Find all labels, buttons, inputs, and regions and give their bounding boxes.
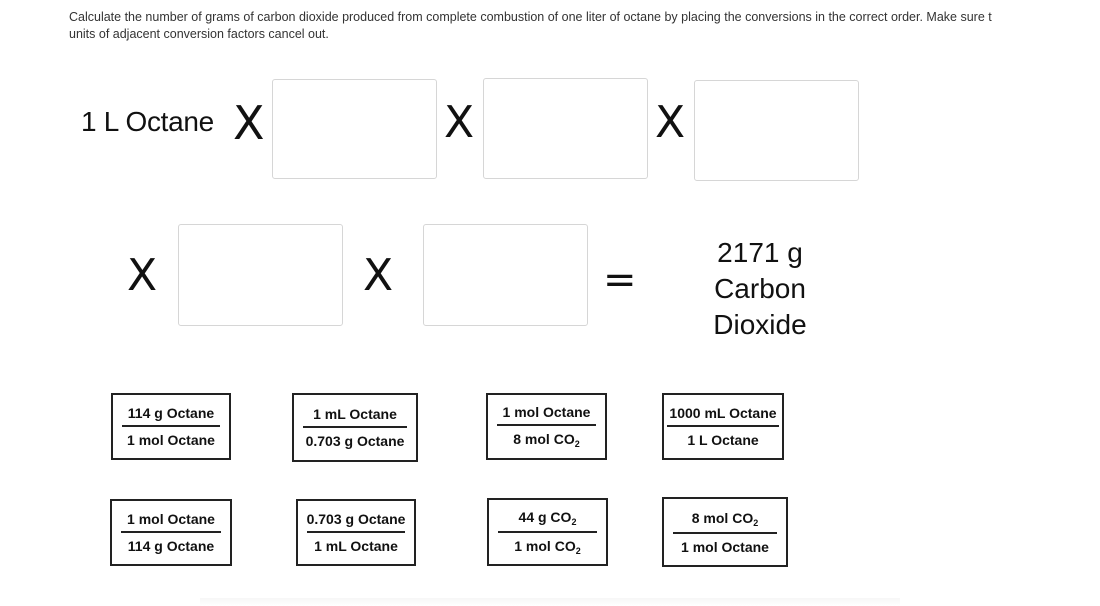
result-line-3: Dioxide [713, 309, 807, 340]
card-denominator: 0.703 g Octane [305, 433, 405, 449]
drop-zone-4[interactable] [178, 224, 343, 326]
fraction-bar [307, 531, 405, 533]
drop-zone-5[interactable] [423, 224, 588, 326]
drop-zone-1[interactable] [272, 79, 437, 179]
card-numerator: 1 mL Octane [313, 406, 397, 422]
fraction-bar [667, 425, 779, 427]
fraction-bar [122, 425, 220, 427]
subscript: 2 [571, 516, 577, 527]
result-line-2: Carbon [714, 273, 806, 304]
drop-zone-3[interactable] [694, 80, 859, 181]
start-quantity-label: 1 L Octane [81, 106, 214, 137]
conversion-card-ml-per-g[interactable] [292, 393, 418, 462]
card-denominator: 114 g Octane [127, 538, 215, 554]
footer-divider [200, 598, 900, 606]
subscript: 2 [575, 545, 581, 556]
subscript: 2 [753, 517, 759, 528]
conversion-card-114g-per-mol[interactable] [111, 393, 231, 460]
card-numerator: 8 mol CO [691, 509, 754, 526]
subscript: 2 [574, 439, 580, 449]
conversion-card-g-per-ml[interactable] [296, 499, 416, 566]
multiply-sign-1: X [233, 96, 265, 150]
conversion-card-44g-co2-per-mol[interactable] [487, 498, 608, 566]
card-denominator: 8 mol CO [513, 431, 575, 447]
card-denominator: 1 mol CO [514, 537, 576, 554]
multiply-sign-5: X [363, 250, 394, 301]
card-numerator: 1000 mL Octane [669, 405, 777, 421]
card-numerator: 44 g CO [518, 508, 572, 525]
card-numerator: 1 mol Octane [502, 404, 591, 420]
card-numerator: 114 g Octane [127, 405, 215, 421]
instructions-text [69, 9, 1100, 42]
fraction-bar [673, 532, 777, 534]
drop-zone-2[interactable] [483, 78, 648, 179]
fraction-bar [303, 426, 407, 428]
multiply-sign-4: X [127, 250, 158, 301]
fraction-bar [497, 424, 596, 426]
fraction-bar [121, 531, 221, 533]
result-line-1: 2171 g [717, 237, 803, 268]
equals-sign: = [603, 257, 637, 303]
card-numerator: 1 mol Octane [127, 511, 215, 527]
conversion-card-mol-co2-per-mol-octane[interactable] [662, 497, 788, 567]
conversion-card-ml-per-l[interactable] [662, 393, 784, 460]
fraction-bar [498, 531, 597, 533]
card-numerator: 0.703 g Octane [306, 511, 406, 527]
conversion-card-mol-per-114g[interactable] [110, 499, 232, 566]
result-text [700, 235, 820, 343]
card-denominator: 1 L Octane [687, 432, 759, 448]
conversion-card-mol-octane-per-mol-co2[interactable] [486, 393, 607, 460]
instructions-line-1: Calculate the number of grams of carbon dioxide produced from complete combustion of one liter of octane by placing the conversions in the correct order. Make sure t [69, 10, 992, 24]
card-denominator: 1 mol Octane [681, 538, 769, 555]
card-denominator: 1 mL Octane [314, 538, 398, 554]
multiply-sign-3: X [655, 97, 686, 148]
card-denominator: 1 mol Octane [127, 432, 215, 448]
instructions-line-2: units of adjacent conversion factors cancel out. [69, 26, 329, 41]
multiply-sign-2: X [444, 97, 475, 148]
